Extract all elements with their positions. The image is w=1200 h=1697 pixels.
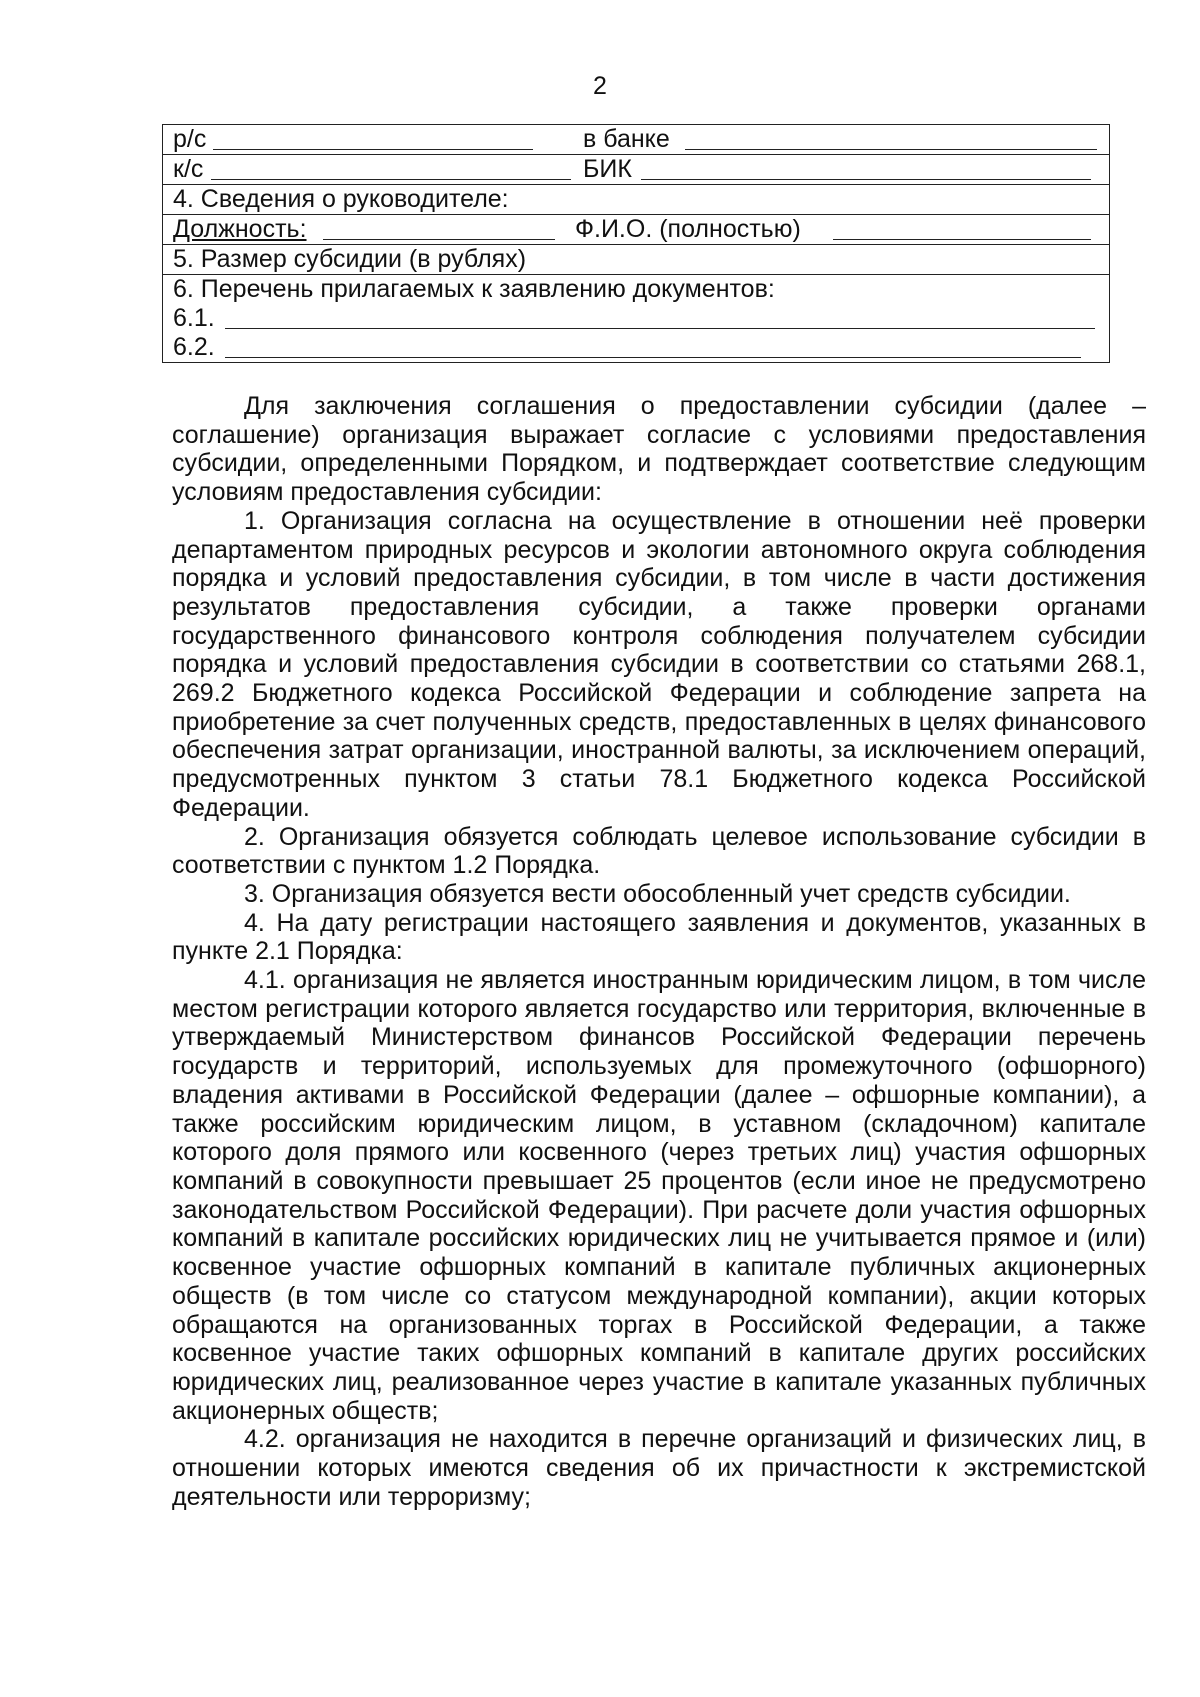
item-6-2-label: 6.2. <box>173 333 215 361</box>
paragraph-3: 3. Организация обязуется вести обособленный учет средств субсидии. <box>244 879 1071 908</box>
paragraph-4-1: 4.1. организация не является иностранным юридическим лицом, в том числе местом регистрации которого является государство или территория, включенные в утверждаемый Министерством финансов Российской Федерации перечень государств и территорий, используемых для промежуточного (офшорного) владения активами в Российской Федерации (далее – офшорные компании), а также российским юридическим лицом, в уставном (складочном) капитале которого доля прямого или косвенного (через третьих лиц) участия офшорных компаний в совокупности превышает 25 процентов (если иное не предусмотрено законодательством Российской Федерации). При расчете доли участия офшорных компаний в капитале российских юридических лиц не учитывается прямое и (или) косвенное участие офшорных компаний в капитале публичных акционерных обществ (в том числе со статусом международной компании), акции которых обращаются на организованных торгах в Российской Федерации, а также косвенное участие таких офшорных компаний в капитале других российских юридических лиц, реализованное через участие в капитале указанных публичных акционерных обществ; <box>172 966 1146 1425</box>
item-6-1-field[interactable] <box>225 304 1095 329</box>
section-5-heading: 5. Размер субсидии (в рублях) <box>173 245 527 273</box>
bik-field[interactable] <box>641 155 1091 180</box>
declaration-text <box>172 392 1146 1511</box>
position-label: Должность: <box>173 215 307 243</box>
row-section-4 <box>163 185 1109 215</box>
row-section-5 <box>163 245 1109 275</box>
section-4-heading: 4. Сведения о руководителе: <box>173 185 509 213</box>
fio-label: Ф.И.О. (полностью) <box>575 215 801 243</box>
row-corr-account-bik <box>163 155 1109 185</box>
row-section-6 <box>163 275 1109 362</box>
application-form-table <box>162 124 1110 363</box>
rs-label: р/с <box>173 125 207 153</box>
item-6-2-field[interactable] <box>225 333 1081 358</box>
paragraph-2: 2. Организация обязуется соблюдать целевое использование субсидии в соответствии с пунктом 1.2 Порядка. <box>172 822 1146 880</box>
fio-field[interactable] <box>833 215 1091 240</box>
paragraph-1: 1. Организация согласна на осуществление в отношении неё проверки департаментом природных ресурсов и экологии автономного округа соблюдения порядка и условий предоставления субсидии, в том числе в части достижения результатов предоставления субсидии, а также проверки органами государственного финансового контроля соблюдения получателем субсидии порядка и условий предоставления субсидии в соответствии со статьями 268.1, 269.2 Бюджетного кодекса Российской Федерации и соблюдение запрета на приобретение за счет полученных средств, предоставленных в целях финансового обеспечения затрат организации, иностранной валюты, за исключением операций, предусмотренных пунктом 3 статьи 78.1 Бюджетного кодекса Российской Федерации. <box>172 506 1146 822</box>
rs-field[interactable] <box>213 125 533 150</box>
ks-field[interactable] <box>211 155 571 180</box>
row-account-bank <box>163 125 1109 155</box>
item-6-1-label: 6.1. <box>173 304 215 332</box>
bik-label: БИК <box>583 155 632 183</box>
page-number: 2 <box>593 72 607 100</box>
ks-label: к/с <box>173 155 204 183</box>
paragraph-4-2: 4.2. организация не находится в перечне организаций и физических лиц, в отношении которых имеются сведения об их причастности к экстремистской деятельности или терроризму; <box>172 1425 1146 1511</box>
section-6-heading: 6. Перечень прилагаемых к заявлению документов: <box>173 275 775 303</box>
paragraph-intro: Для заключения соглашения о предоставлении субсидии (далее – соглашение) организация выражает согласие с условиями предоставления субсидии, определенными Порядком, и подтверждает соответствие следующим условиям предоставления субсидии: <box>172 392 1146 507</box>
row-position-fio <box>163 215 1109 245</box>
position-field[interactable] <box>323 215 555 240</box>
bank-label: в банке <box>583 125 670 153</box>
paragraph-4: 4. На дату регистрации настоящего заявления и документов, указанных в пункте 2.1 Порядка: <box>172 908 1146 966</box>
bank-field[interactable] <box>685 125 1097 150</box>
